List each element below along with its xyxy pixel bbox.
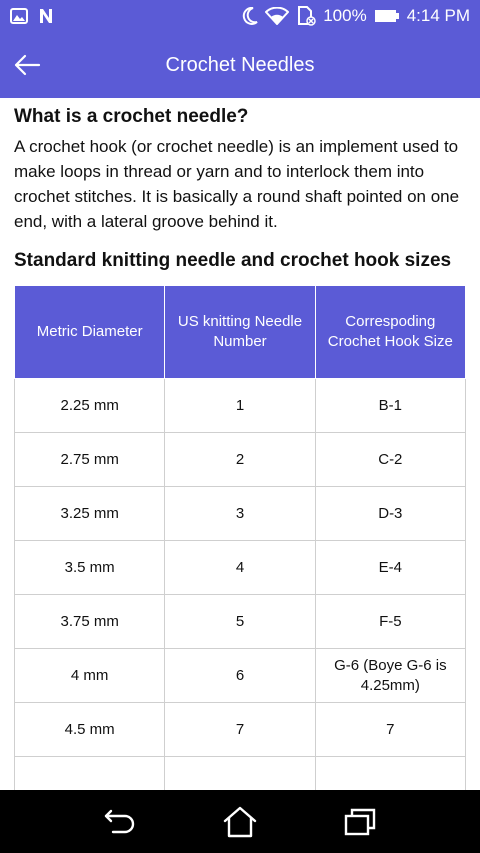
battery-percent: 100% (323, 6, 367, 25)
cell-us-number: 6 (165, 649, 315, 703)
clock-time: 4:14 PM (406, 6, 470, 25)
cell-hook-size: E-4 (315, 541, 465, 595)
recents-icon (343, 807, 377, 837)
cell-us-number: 7 (165, 703, 315, 757)
description-paragraph: A crochet hook (or crochet needle) is an implement used to make loops in thread or yarn and to interlock them into crochet stitches. It is basically a round shaft pointed on one end, with a lateral groove behind it. (14, 137, 460, 231)
cell-us-number: 3 (165, 487, 315, 541)
wifi-icon (265, 7, 289, 25)
question-heading: What is a crochet needle? (14, 106, 249, 127)
cell-metric: 3.75 mm (15, 595, 165, 649)
moon-icon (242, 7, 258, 25)
cell-us-number: 5 (165, 595, 315, 649)
n-notification-icon (38, 8, 54, 24)
cell-hook-size: C-2 (315, 433, 465, 487)
status-bar (0, 0, 480, 32)
table-row (15, 433, 466, 487)
cell-us-number: 2 (165, 433, 315, 487)
cell-metric (15, 757, 165, 791)
system-nav-bar (0, 790, 480, 853)
table-header-row (15, 286, 466, 379)
back-button[interactable] (0, 32, 54, 98)
status-left (10, 8, 54, 24)
cell-metric: 4 mm (15, 649, 165, 703)
cell-us-number: 1 (165, 379, 315, 433)
table-row (15, 757, 466, 791)
content-scroll-area[interactable] (0, 98, 480, 790)
cell-metric: 2.25 mm (15, 379, 165, 433)
nav-back-button[interactable] (90, 792, 150, 852)
arrow-left-icon (13, 54, 41, 76)
table-row (15, 595, 466, 649)
table-row (15, 703, 466, 757)
home-icon (222, 806, 258, 838)
table-row (15, 379, 466, 433)
back-nav-icon (103, 807, 137, 837)
cell-hook-size: 7 (315, 703, 465, 757)
table-row (15, 541, 466, 595)
sizes-heading: Standard knitting needle and crochet hook sizes (14, 250, 452, 271)
cell-hook-size: B-1 (315, 379, 465, 433)
header-us-needle-number: US knitting Needle Number (165, 286, 315, 379)
sim-icon (296, 6, 316, 26)
table-row (15, 487, 466, 541)
sizes-table (14, 285, 466, 790)
app-bar (0, 32, 480, 98)
cell-us-number (165, 757, 315, 791)
page-title: Crochet Needles (165, 53, 315, 76)
header-crochet-hook-size: Correspoding Crochet Hook Size (315, 286, 465, 379)
cell-metric: 4.5 mm (15, 703, 165, 757)
cell-hook-size (315, 757, 465, 791)
cell-metric: 3.25 mm (15, 487, 165, 541)
gallery-icon (10, 8, 28, 24)
cell-metric: 3.5 mm (15, 541, 165, 595)
nav-home-button[interactable] (210, 792, 270, 852)
cell-hook-size: G-6 (Boye G-6 is 4.25mm) (315, 649, 465, 703)
cell-metric: 2.75 mm (15, 433, 165, 487)
cell-us-number: 4 (165, 541, 315, 595)
cell-hook-size: F-5 (315, 595, 465, 649)
status-right (242, 6, 470, 26)
nav-recents-button[interactable] (330, 792, 390, 852)
table-row (15, 649, 466, 703)
header-metric-diameter: Metric Diameter (15, 286, 165, 379)
battery-icon (374, 8, 400, 24)
cell-hook-size: D-3 (315, 487, 465, 541)
